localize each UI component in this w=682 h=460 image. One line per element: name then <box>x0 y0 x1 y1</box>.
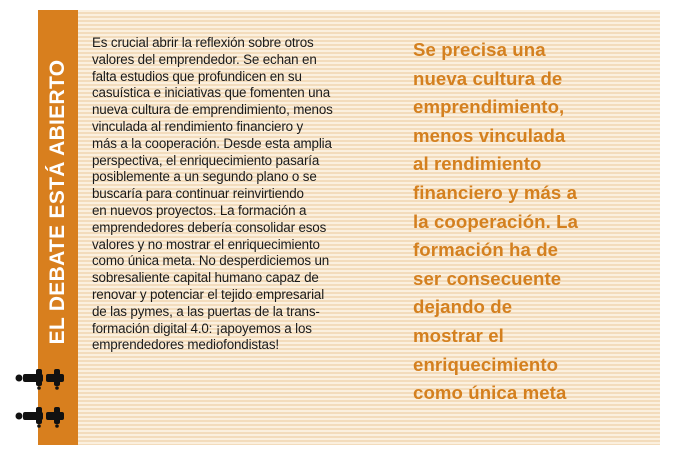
pull-quote-line: mostrar el <box>413 324 504 346</box>
pull-quote-line: nueva cultura de <box>413 67 563 89</box>
body-line: formación digital 4.0: ¡apoyemos a los <box>92 320 312 336</box>
body-line: posiblemente a un segundo plano o se <box>92 169 317 185</box>
people-group-icon <box>14 406 74 428</box>
body-text <box>92 35 382 354</box>
body-line: perspectiva, el enriquecimiento pasaría <box>92 152 320 168</box>
body-line: nueva cultura de emprendimiento, menos <box>92 102 333 118</box>
pull-quote-line: emprendimiento, <box>413 96 565 118</box>
pull-quote-line: financiero y más a <box>413 181 578 203</box>
pull-quote-line: ser consecuente <box>413 267 562 289</box>
pull-quote-line: como única meta <box>413 382 567 404</box>
pull-quote-line: Se precisa una <box>413 39 546 60</box>
pull-quote-line: menos vinculada <box>413 124 566 146</box>
pull-quote-line: la cooperación. La <box>413 210 579 232</box>
pull-quote-line: formación ha de <box>413 239 559 261</box>
body-line: Es crucial abrir la reflexión sobre otros <box>92 35 314 50</box>
body-line: renovar y potenciar el tejido empresarial <box>92 286 325 302</box>
body-line: vinculada al rendimiento financiero y <box>92 118 304 134</box>
body-line: de las pymes, a las puertas de la trans- <box>92 303 320 319</box>
pull-quote-line: enriquecimiento <box>413 353 559 375</box>
body-line: como única meta. No desperdiciemos un <box>92 253 330 269</box>
sidebar-title: EL DEBATE ESTÁ ABIERTO <box>46 59 69 345</box>
body-line: falta estudios que profundicen en su <box>92 68 302 84</box>
body-line: valores del emprendedor. Se echan en <box>92 51 317 67</box>
body-line: emprendedores mediofondistas! <box>92 337 279 353</box>
body-line: buscaría para continuar reinvirtiendo <box>92 186 304 202</box>
body-line: sobresaliente capital humano capaz de <box>92 270 319 286</box>
body-line: en nuevos proyectos. La formación a <box>92 202 307 218</box>
body-line: más a la cooperación. Desde esta amplia <box>92 135 332 151</box>
body-line: valores y no mostrar el enriquecimiento <box>92 236 320 252</box>
pull-quote-line: al rendimiento <box>413 153 542 175</box>
people-group-icon <box>14 368 74 390</box>
body-line: casuística e iniciativas que fomenten una <box>92 85 331 101</box>
pull-quote <box>413 36 663 408</box>
body-line: emprendedores debería consolidar esos <box>92 219 327 235</box>
pull-quote-line: dejando de <box>413 296 513 318</box>
